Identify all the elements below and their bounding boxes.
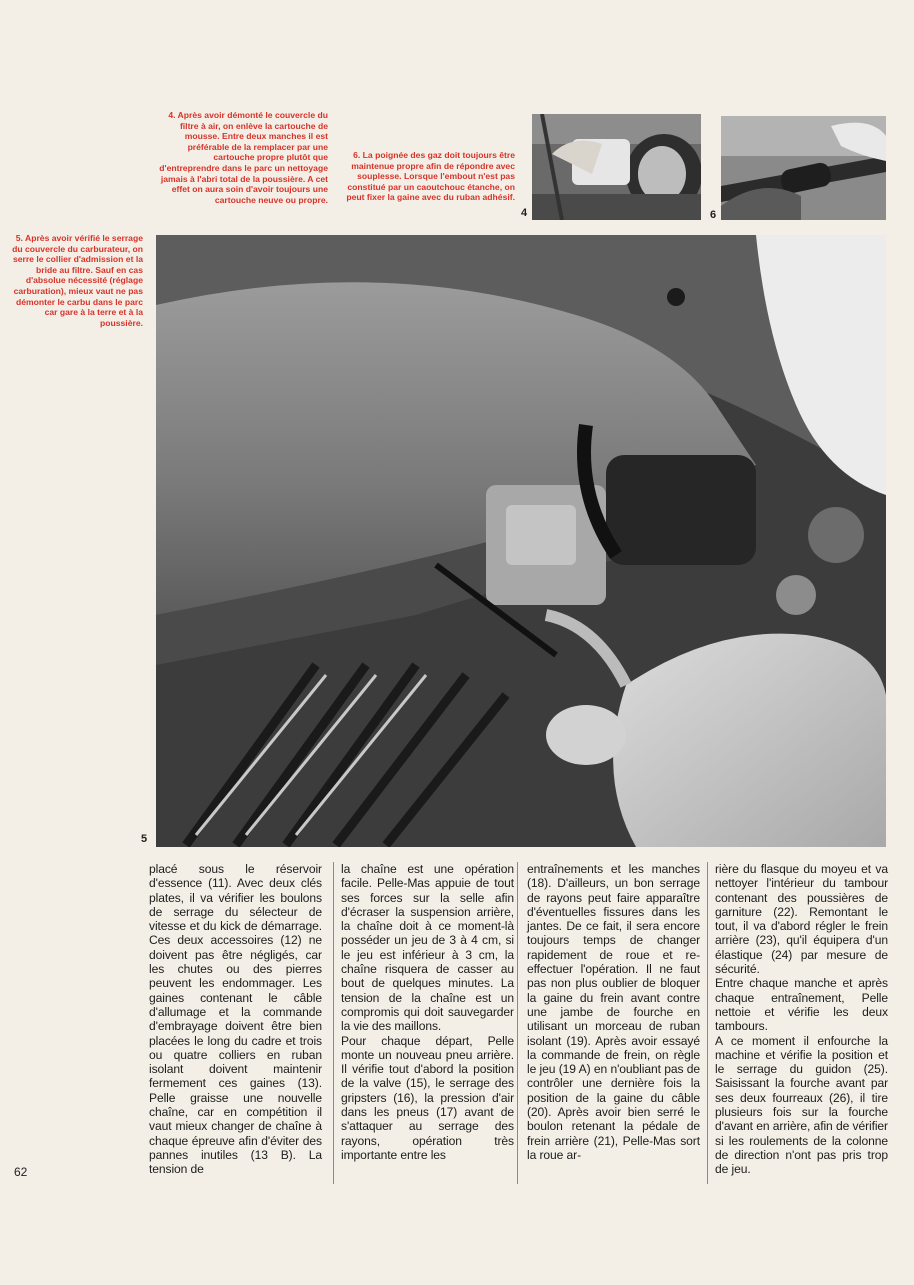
figure-number-4: 4: [521, 207, 528, 219]
photo-4-air-filter: [532, 114, 701, 220]
column-divider: [517, 862, 518, 1184]
body-column-1: [149, 862, 322, 1177]
body-column-2: [341, 862, 514, 1162]
paragraph: A ce moment il enfourche la machine et vérifie la position et le serrage du guidon (25). Saisissant la fourche avant par ses deux fourreaux (26), il tire plusieurs fois sur la fourche d'avant en arrière, afin de vérifier si les roulements de la colonne de direction n'ont pas pris trop de jeu.: [715, 1033, 888, 1177]
paragraph: placé sous le réservoir d'essence (11). Avec deux clés plates, il va vérifier les boulons de serrage du sélecteur de vitesse et du kick de démarrage. Ces deux accessoires (12) ne doivent pas être négligés, car les chutes ou des pierres peuvent les endommager. Les gaines contenant le câble d'allumage et la commande d'embrayage doivent être bien placées le long du cadre et trois ou quatre colliers en ruban isolant doivent maintenir fermement ces gaines (13). Pelle graisse une nouvelle chaîne, car en compétition il vaut mieux changer de chaîne à chaque épreuve afin d'éviter des pannes inutiles (13 B). La tension de: [149, 862, 322, 1177]
body-column-4: [715, 862, 888, 1177]
figure-number-5: 5: [141, 833, 148, 845]
caption-photo-5: 5. Après avoir vérifié le serrage du couvercle du carburateur, on serre le collier d'admission et la bride au filtre. Sauf en cas d'absolue nécessité (réglage carburation), mieux vaut ne pas démonter le carbu dans le parc car gare à la terre et à la poussière.: [12, 233, 143, 328]
caption-photo-4: 4. Après avoir démonté le couvercle du filtre à air, on enlève la cartouche de mousse. Entre deux manches il est préférable de la remplacer par une cartouche propre plutôt que d'entreprendre dans le parc un nettoyage jamais à l'abri total de la poussière. A cet effet on aura soin d'avoir toujours une cartouche neuve ou propre.: [159, 110, 328, 205]
figure-number-6: 6: [710, 209, 717, 221]
paragraph: Pour chaque départ, Pelle monte un nouveau pneu arrière. Il vérifie tout d'abord la position de la valve (15), le serrage des gripsters (16), la pression d'air dans les pneus (17) avant de s'attaquer au serrage des rayons, opération très importante entre les: [341, 1033, 514, 1162]
paragraph: Entre chaque manche et après chaque entraînement, Pelle nettoie et vérifie les deux tambours.: [715, 976, 888, 1034]
photo-5-carburetor: [156, 235, 886, 847]
caption-photo-6: 6. La poignée des gaz doit toujours être maintenue propre afin de répondre avec souplesse. Lorsque l'embout n'est pas constitué par un caoutchouc étanche, on peut fixer la gaine avec du ruban adhésif.: [346, 150, 515, 203]
body-column-3: [527, 862, 700, 1162]
column-divider: [707, 862, 708, 1184]
paragraph: entraînements et les manches (18). D'ailleurs, un bon serrage de rayons peut faire apparaître d'éventuelles fissures dans les jantes. De ce fait, il sera encore toujours temps de changer rapidement de roue et re-effectuer l'opération. Il ne faut pas non plus oublier de bloquer la gaine du frein avant contre une jambe de fourche en utilisant un morceau de ruban isolant (19). Après avoir essayé la commande de frein, on règle le jeu (19 A) en n'oubliant pas de contrôler une dernière fois la position de la gaine du câble (20). Après avoir bien serré le boulon retenant la pédale de frein arrière (21), Pelle-Mas sort la roue ar-: [527, 862, 700, 1162]
column-divider: [333, 862, 334, 1184]
page-number: 62: [14, 1165, 28, 1179]
photo-6-throttle-grip: [721, 116, 886, 220]
paragraph: rière du flasque du moyeu et va nettoyer l'intérieur du tambour contenant des poussières de garniture (22). Remontant le tout, il va d'abord régler le frein arrière (23), qu'il équipera d'un élastique (24) par mesure de sécurité.: [715, 862, 888, 977]
paragraph: la chaîne est une opération facile. Pelle-Mas appuie de tout ses forces sur la selle afin d'écraser la suspension arrière, la chaîne doit à ce moment-là posséder un jeu de 3 à 4 cm, si le jeu est inférieur à 3 cm, la chaîne risquera de casser au bout de quelques minutes. La tension de la chaîne est un compromis qui doit sauvegarder la vie des maillons.: [341, 862, 514, 1034]
